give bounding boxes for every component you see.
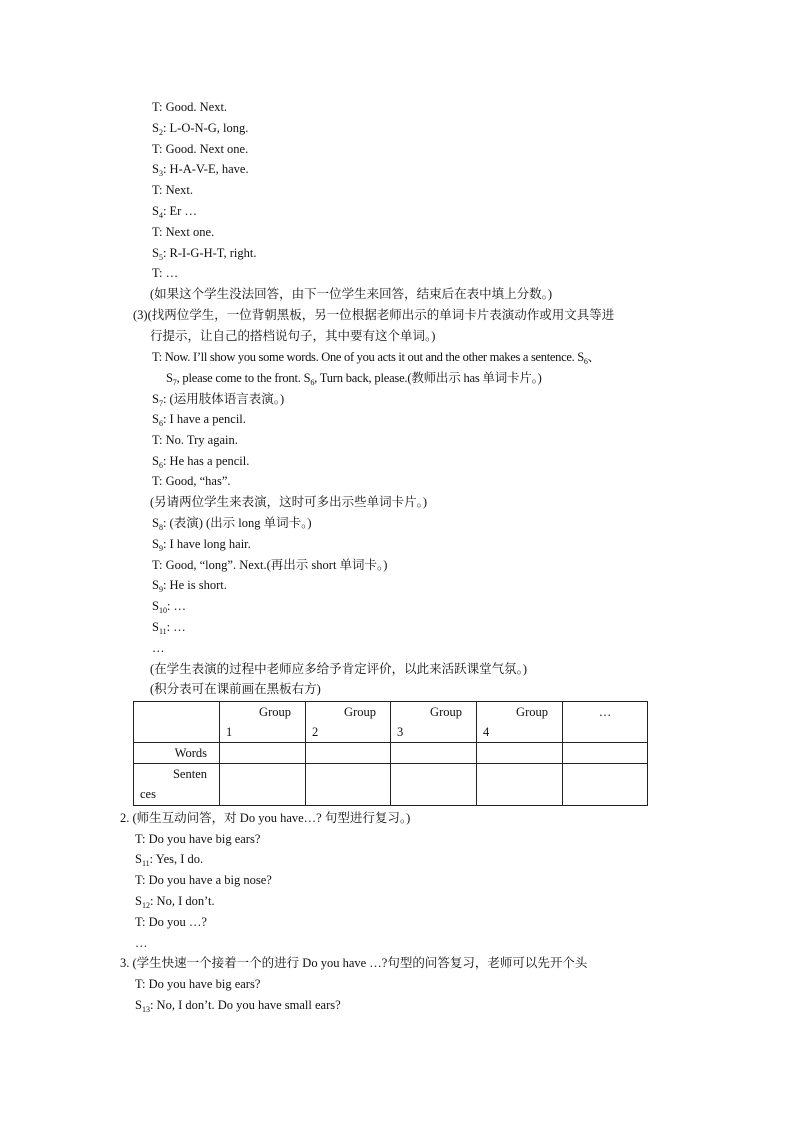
text-line: …: [152, 641, 165, 655]
text-line: $S_{11}$: …: [152, 620, 186, 636]
table-header-cell: …: [563, 702, 648, 743]
table-cell: [391, 743, 477, 764]
table-header-row: [134, 702, 648, 743]
text-line: …: [135, 936, 148, 950]
text-line: T: Do you …?: [135, 915, 207, 929]
text-line: 行提示，让自己的搭档说句子，其中要有这个单词。): [150, 329, 436, 343]
table-cell: [391, 764, 477, 806]
table-cell: [220, 764, 306, 806]
text-line: $S_5$: R-I-G-H-T, right.: [152, 246, 257, 262]
table-header-cell: Group 3: [391, 702, 477, 743]
text-line: T: No. Try again.: [152, 433, 238, 447]
table-header-cell: Group 4: [477, 702, 563, 743]
text-line: T: …: [152, 266, 179, 280]
text-line: $S_3$: H-A-V-E, have.: [152, 162, 249, 178]
text-line: 2. (师生互动问答，对 Do you have…? 句型进行复习。): [120, 811, 411, 825]
text-line: $S_9$: He is short.: [152, 578, 227, 594]
text-line: T: Next one.: [152, 225, 215, 239]
table-cell: [306, 743, 391, 764]
text-line: (如果这个学生没法回答，由下一位学生来回答，结束后在表中填上分数。): [150, 287, 553, 301]
text-line: T: Good. Next one.: [152, 142, 249, 156]
table-cell: [134, 702, 220, 743]
table-header-cell: Group 2: [306, 702, 391, 743]
text-line: $S_{13}$: No, I don’t. Do you have small ears?: [135, 998, 341, 1014]
text-line: $S_6$: I have a pencil.: [152, 412, 246, 428]
table-cell: [306, 764, 391, 806]
text-line: $S_{10}$: …: [152, 599, 187, 615]
text-line: 3. (学生快速一个接着一个的进行 Do you have …?句型的问答复习，老师可以先开个头: [120, 956, 588, 970]
table-row: [134, 764, 648, 806]
text-line: T: Good. Next.: [152, 100, 228, 114]
text-line: $S_7$: (运用肢体语言表演。): [152, 392, 285, 408]
table-row-label: Senten ces: [134, 764, 220, 806]
table-cell: [477, 743, 563, 764]
text-line: T: Do you have big ears?: [135, 977, 261, 991]
text-line: T: Good, “has”.: [152, 474, 231, 488]
text-line: (另请两位学生来表演，这时可多出示些单词卡片。): [150, 495, 428, 509]
text-line: T: Do you have big ears?: [135, 832, 261, 846]
text-line: (3)(找两位学生，一位背朝黑板，另一位根据老师出示的单词卡片表演动作或用文具等进: [133, 308, 615, 322]
table-header-cell: Group 1: [220, 702, 306, 743]
table-cell: [563, 764, 648, 806]
score-table: [133, 701, 648, 806]
text-line: T: Now. I’ll show you some words. One of you acts it out and the other makes a sentence. $S_6$、: [152, 350, 600, 366]
table-row: [134, 743, 648, 764]
text-line: $S_2$: L-O-N-G, long.: [152, 121, 249, 137]
text-line: $S_{12}$: No, I don’t.: [135, 894, 215, 910]
text-line: $S_8$: (表演) (出示 long 单词卡。): [152, 516, 312, 532]
text-line: $S_6$: He has a pencil.: [152, 454, 250, 470]
text-line: (在学生表演的过程中老师应多给予肯定评价，以此来活跃课堂气氛。): [150, 662, 528, 676]
table-row-label: Words: [134, 743, 220, 764]
text-line: $S_4$: Er …: [152, 204, 197, 220]
table-cell: [477, 764, 563, 806]
text-line: $S_9$: I have long hair.: [152, 537, 251, 553]
table-cell: [220, 743, 306, 764]
text-line: T: Do you have a big nose?: [135, 873, 272, 887]
text-line: T: Good, “long”. Next.(再出示 short 单词卡。): [152, 558, 388, 572]
text-line: $S_{11}$: Yes, I do.: [135, 852, 204, 868]
table-cell: [563, 743, 648, 764]
text-line: (积分表可在课前画在黑板右方): [150, 682, 321, 696]
text-line: $S_7$, please come to the front. $S_6$, Turn back, please.(教师出示 has 单词卡片。): [166, 371, 542, 387]
text-line: T: Next.: [152, 183, 194, 197]
